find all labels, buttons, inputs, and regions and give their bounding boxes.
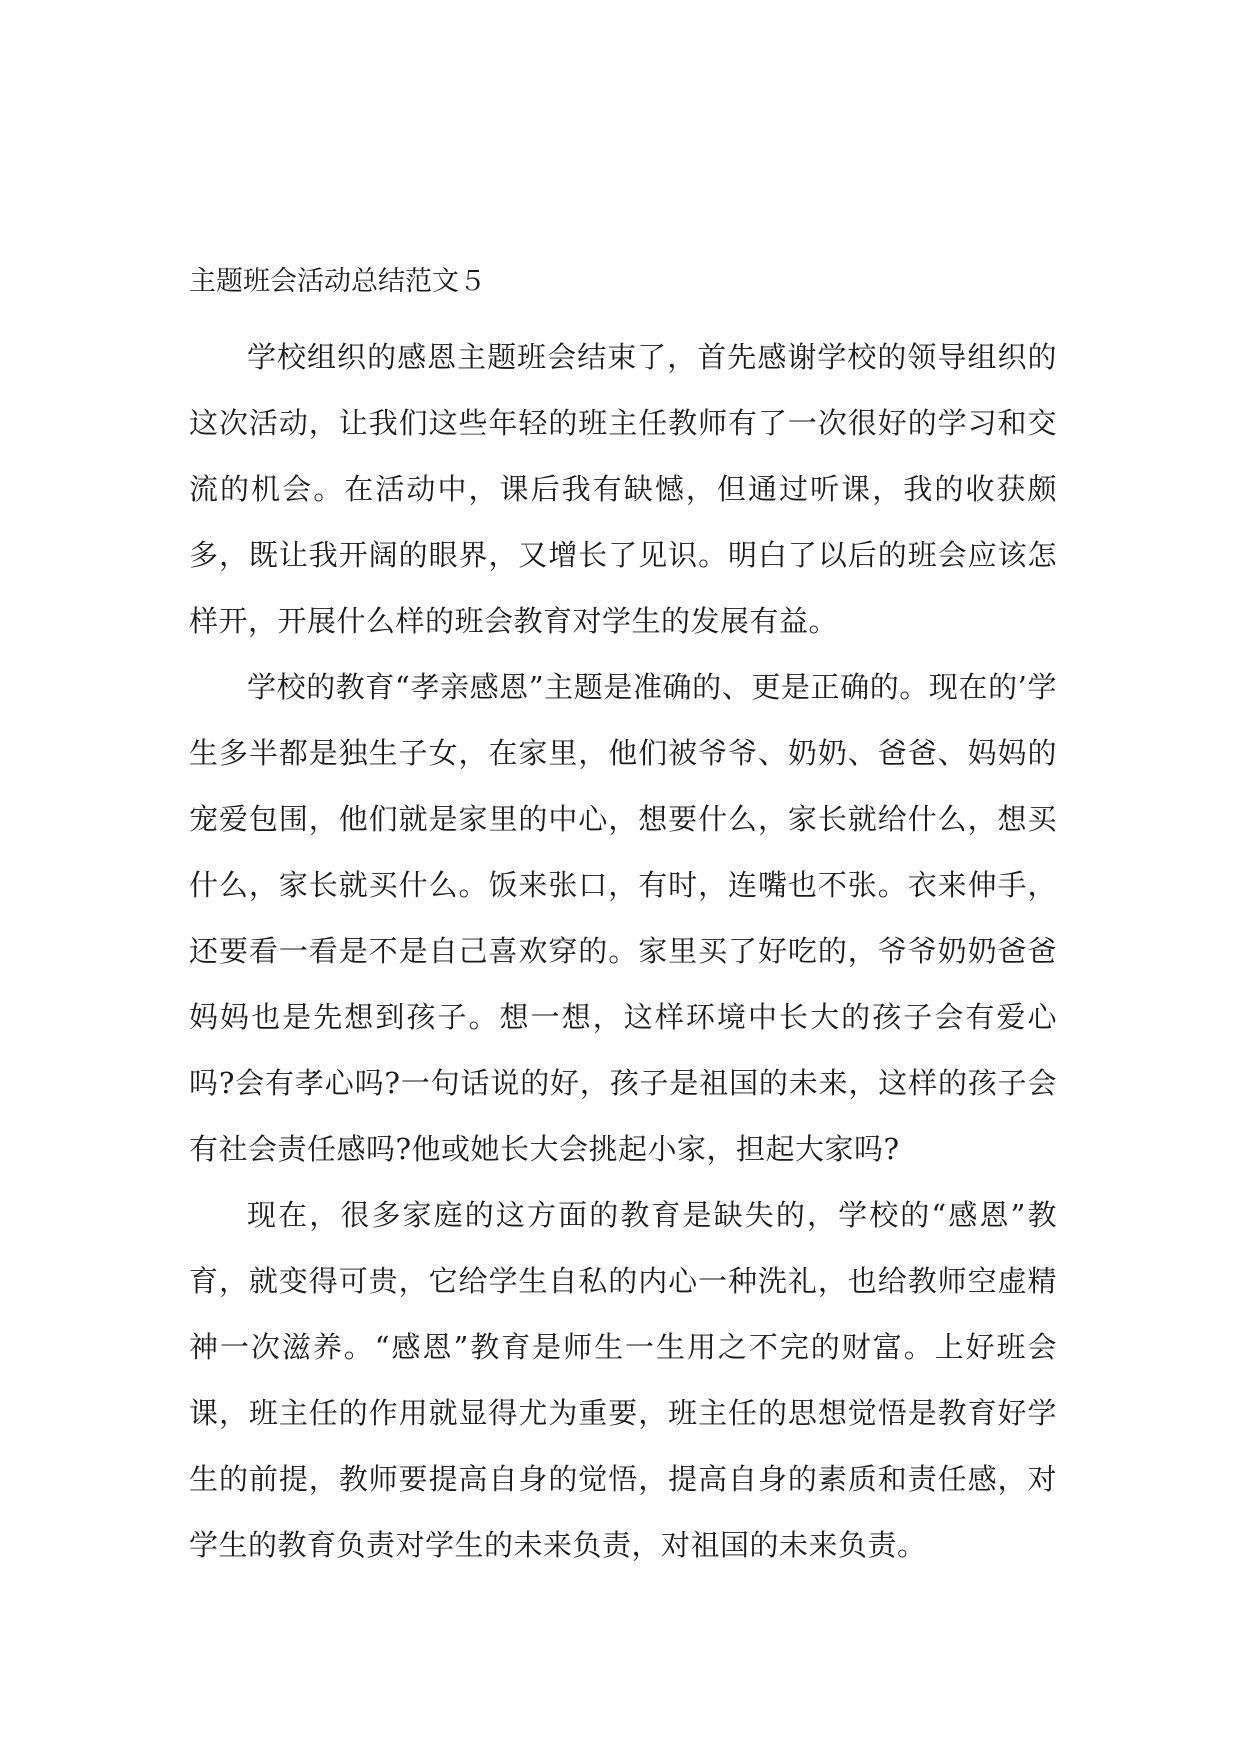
paragraph-3: 现在，很多家庭的这方面的教育是缺失的，学校的“感恩”教育，就变得可贵，它给学生自私的内心一种洗礼，也给教师空虚精神一次滋养。“感恩”教育是师生一生用之不完的财富。上好班会课，班主任的作用就显得尤为重要，班主任的思想觉悟是教育好学生的前提，教师要提高自身的觉悟，提高自身的素质和责任感，对学生的教育负责对学生的未来负责，对祖国的未来负责。: [189, 1198, 1057, 1562]
paragraph-2: 学校的教育“孝亲感恩”主题是准确的、更是正确的。现在的’学生多半都是独生子女，在家里，他们被爷爷、奶奶、爸爸、妈妈的宠爱包围，他们就是家里的中心，想要什么，家长就给什么，想买什么，家长就买什么。饭来张口，有时，连嘴也不张。衣来伸手，还要看一看是不是自己喜欢穿的。家里买了好吃的，爷爷奶奶爸爸妈妈也是先想到孩子。想一想，这样环境中长大的孩子会有爱心吗?会有孝心吗?一句话说的好，孩子是祖国的未来，这样的孩子会有社会责任感吗?他或她长大会挑起小家，担起大家吗?: [189, 670, 1057, 1166]
paragraph-1: 学校组织的感恩主题班会结束了，首先感谢学校的领导组织的这次活动，让我们这些年轻的班主任教师有了一次很好的学习和交流的机会。在活动中，课后我有缺憾，但通过听课，我的收获颇多，既让我开阔的眼界，又增长了见识。明白了以后的班会应该怎样开，开展什么样的班会教育对学生的发展有益。: [189, 340, 1057, 638]
document-title: 主题班会活动总结范文５: [189, 266, 486, 297]
document-body: [189, 262, 1057, 1578]
